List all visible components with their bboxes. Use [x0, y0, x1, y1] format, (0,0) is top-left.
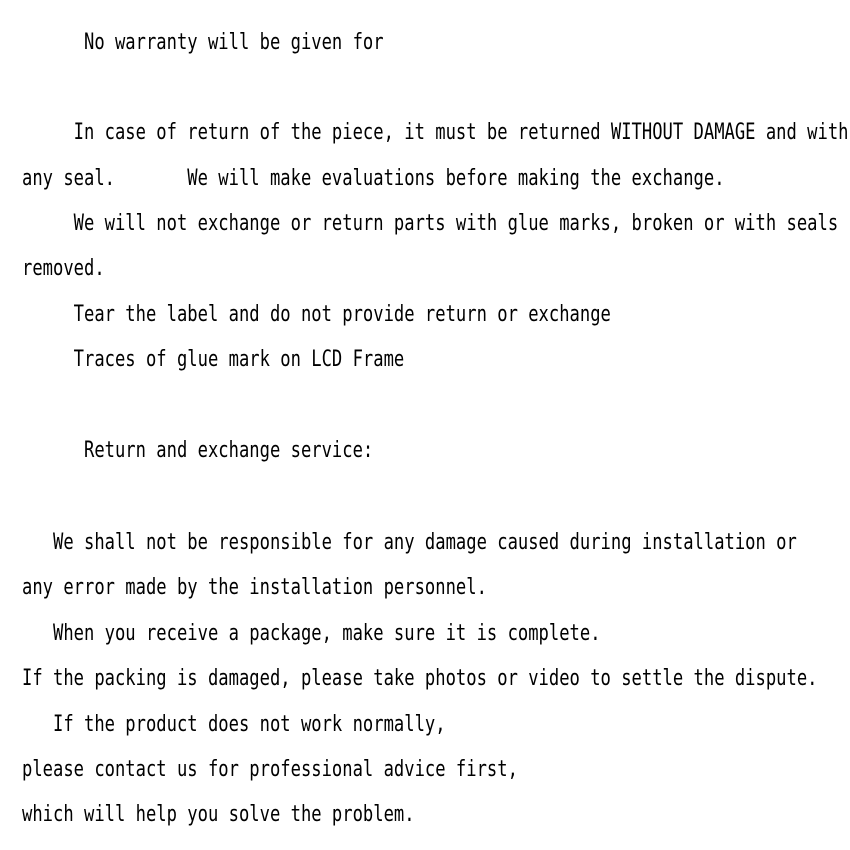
text-line-glue-traces: Traces of glue mark on LCD Frame	[22, 347, 405, 372]
text-line-tear-label: Tear the label and do not provide return or exchange	[22, 302, 611, 327]
text-line-removed: removed.	[22, 256, 105, 281]
text-line-return-service-heading: Return and exchange service:	[22, 438, 374, 463]
text-line-receive-package: When you receive a package, make sure it is complete.	[22, 621, 601, 646]
text-line-installation-error: any error made by the installation personnel.	[22, 575, 487, 600]
text-line-no-warranty: No warranty will be given for	[22, 30, 384, 55]
text-line-return-piece: In case of return of the piece, it must be returned WITHOUT DAMAGE and with	[22, 120, 849, 145]
text-line-any-seal: any seal. We will make evaluations before making the exchange.	[22, 166, 725, 191]
text-line-product-not-working: If the product does not work normally,	[22, 712, 446, 737]
text-line-not-responsible: We shall not be responsible for any damage caused during installation or	[22, 530, 797, 555]
text-line-solve-problem: which will help you solve the problem.	[22, 802, 415, 827]
text-line-no-exchange: We will not exchange or return parts with glue marks, broken or with seals	[22, 211, 839, 236]
text-line-packing-damaged: If the packing is damaged, please take photos or video to settle the dispute.	[22, 666, 818, 691]
text-line-contact-us: please contact us for professional advice first,	[22, 757, 518, 782]
